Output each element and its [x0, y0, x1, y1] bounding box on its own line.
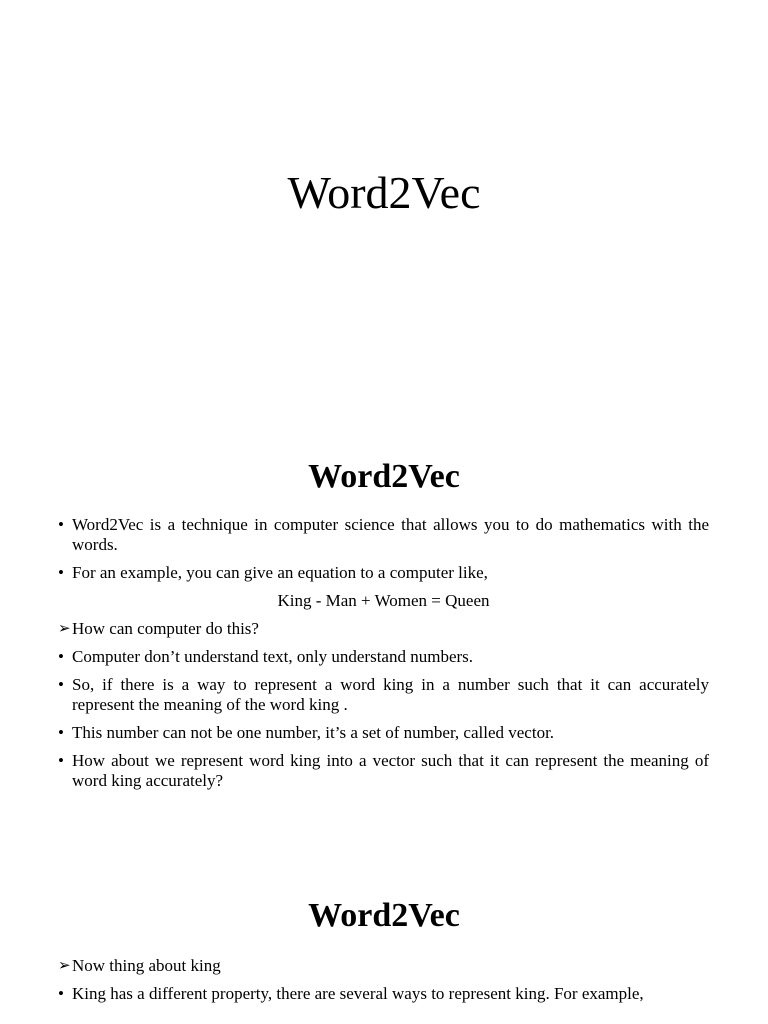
equation: King - Man + Women = Queen [277, 591, 490, 610]
slide-3-heading: Word2Vec [308, 897, 460, 934]
slide-3-bullet-list [58, 956, 709, 1012]
slide-1-title: Word2Vec [287, 167, 481, 218]
bullet-marker: • [58, 723, 64, 742]
bullet-marker: • [58, 647, 64, 666]
arrow-item [58, 956, 709, 976]
list-item-text: This number can not be one number, it’s a set of number, called vector. [72, 723, 555, 742]
list-item [58, 515, 709, 555]
bullet-marker: • [58, 751, 64, 770]
arrow-item-text: How can computer do this? [72, 619, 259, 638]
slide-2-bullet-list [58, 515, 709, 799]
list-item [58, 675, 709, 715]
list-item [58, 563, 709, 583]
list-item-text: Word2Vec is a technique in computer science that allows you to do mathematics with the words. [72, 515, 709, 554]
bullet-marker: • [58, 675, 64, 694]
arrow-item-text: Now thing about king [72, 956, 221, 975]
bullet-marker: • [58, 515, 64, 534]
list-item [58, 647, 709, 667]
arrow-marker-icon: ➢ [58, 621, 71, 637]
list-item-text: For an example, you can give an equation to a computer like, [72, 563, 488, 582]
list-item [58, 723, 709, 743]
list-item-text: Computer don’t understand text, only understand numbers. [72, 647, 474, 666]
arrow-item [58, 619, 709, 639]
list-item-text: How about we represent word king into a vector such that it can represent the meaning of word king accurately? [72, 751, 709, 790]
list-item [58, 751, 709, 791]
bullet-marker: • [58, 984, 64, 1003]
slide-2-heading: Word2Vec [308, 458, 460, 495]
list-item-text: King has a different property, there are several ways to represent king. For example, [72, 984, 644, 1003]
list-item-text: So, if there is a way to represent a word king in a number such that it can accurately represent the meaning of the word king . [72, 675, 709, 714]
arrow-marker-icon: ➢ [58, 958, 71, 974]
bullet-marker: • [58, 563, 64, 582]
list-item [58, 984, 709, 1004]
